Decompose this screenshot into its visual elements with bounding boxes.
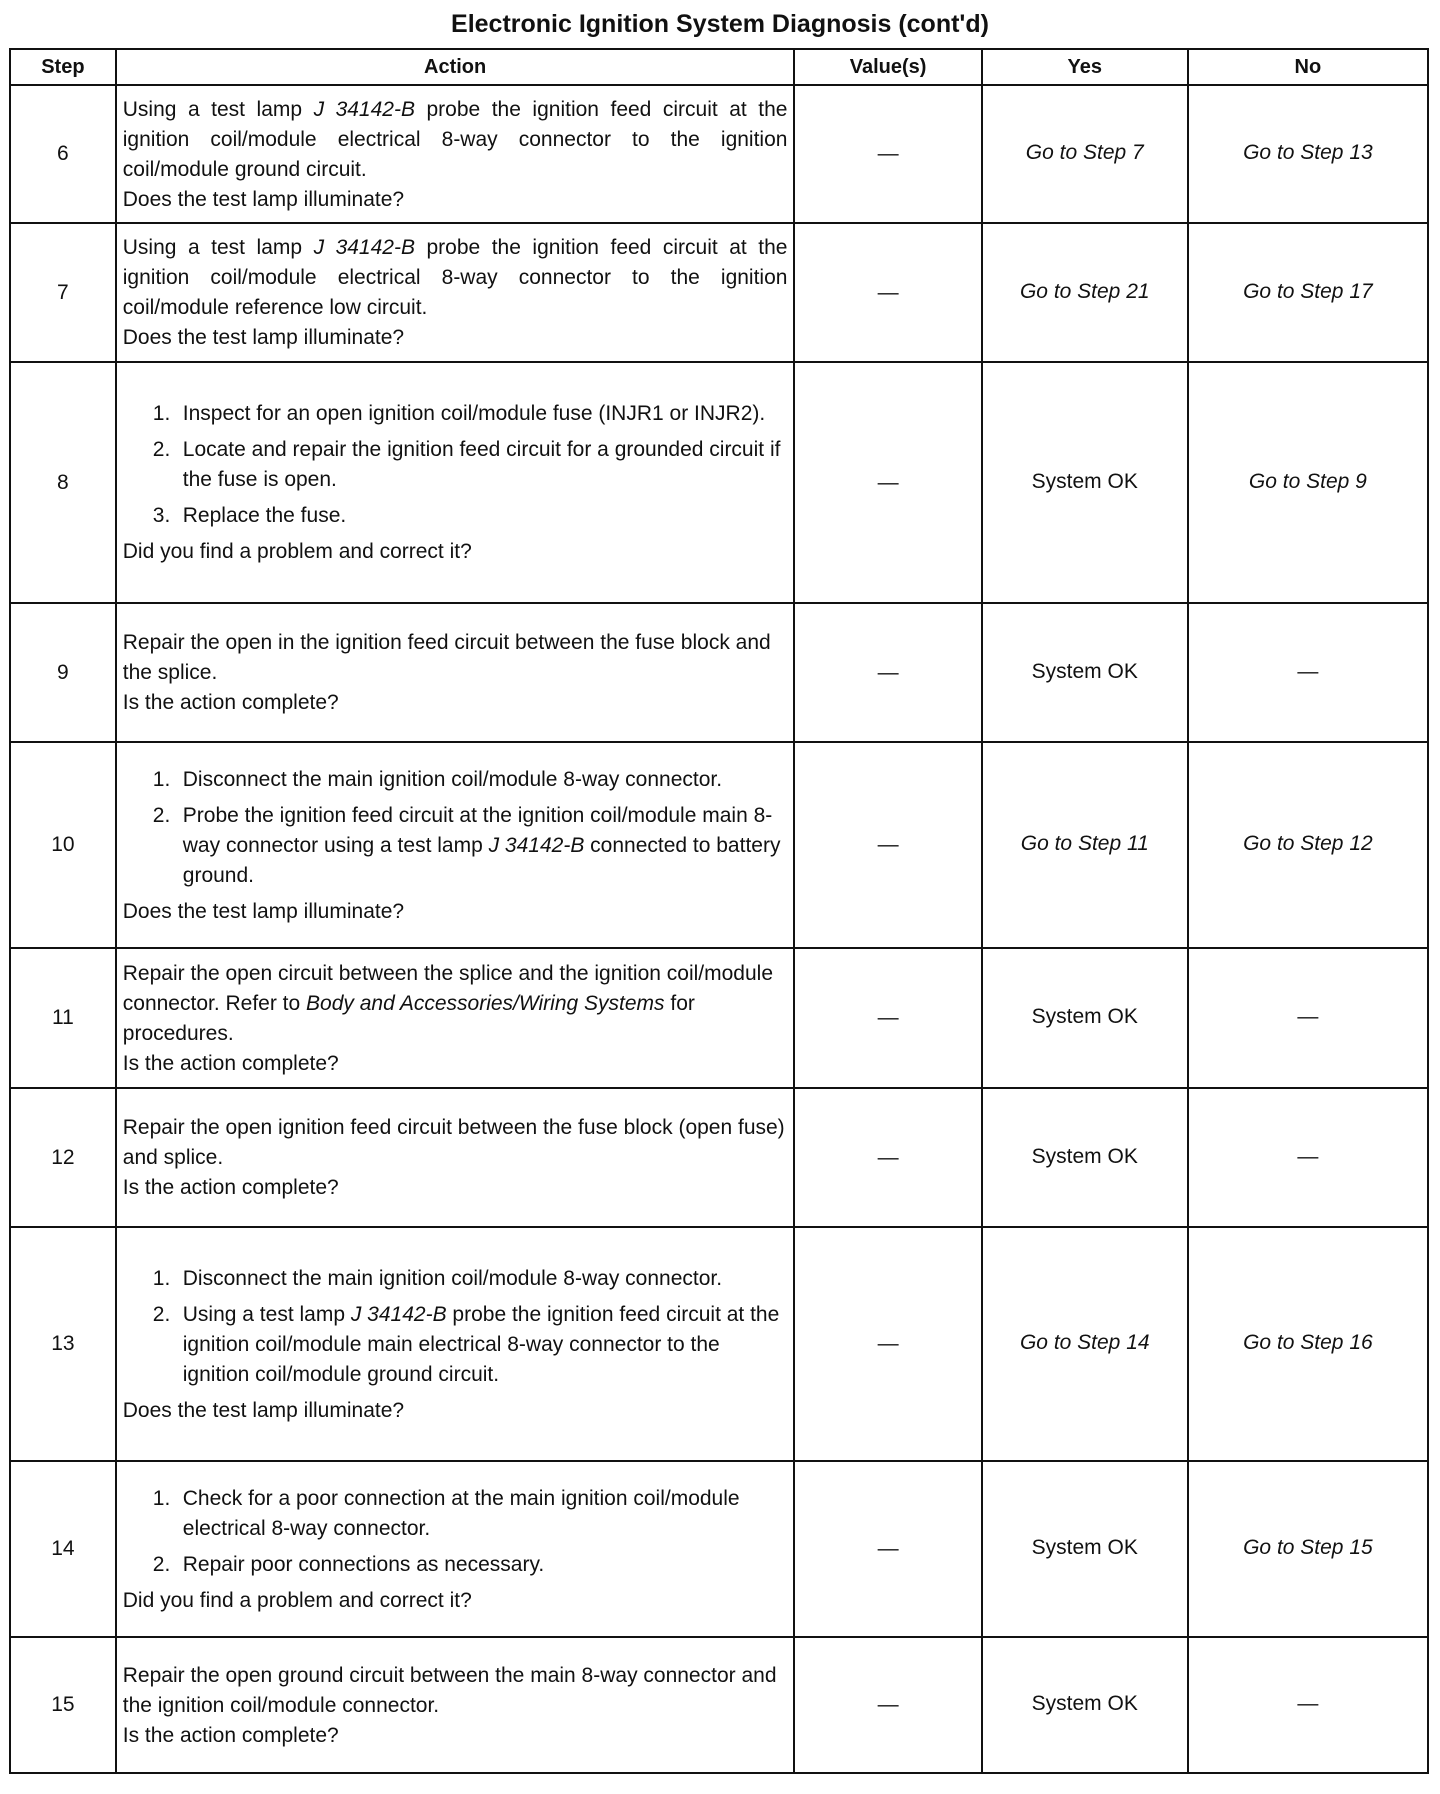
action-question: Is the action complete? <box>122 691 339 714</box>
table-row <box>10 742 1428 948</box>
step-number: 9 <box>10 603 116 742</box>
header-values: Value(s) <box>794 49 981 85</box>
list-item: 2. Using a test lamp J 34142-B probe the ignition feed circuit at the ignition coil/module main electrical 8-way connector to the ignition coil/module ground circuit. <box>152 1302 780 1386</box>
action-question: Does the test lamp illuminate? <box>122 187 405 211</box>
list-item: 1. Inspect for an open ignition coil/module fuse (INJR1 or INJR2). <box>152 402 766 425</box>
action-cell <box>116 603 795 742</box>
list-item: 3. Replace the fuse. <box>152 504 347 527</box>
action-text: Repair the open in the ignition feed circuit between the fuse block and the splice. <box>122 631 771 684</box>
action-text: Repair the open ground circuit between the main 8-way connector and the ignition coil/module connector. <box>122 1663 777 1717</box>
action-question: Did you find a problem and correct it? <box>122 540 472 563</box>
header-row <box>10 49 1428 85</box>
no-result: — <box>1188 1637 1428 1773</box>
no-result: Go to Step 12 <box>1188 742 1428 948</box>
values-cell: — <box>794 85 981 223</box>
action-cell <box>116 1637 795 1773</box>
action-steps <box>123 399 788 537</box>
action-steps <box>123 765 788 897</box>
table-row <box>10 85 1428 223</box>
yes-result: Go to Step 7 <box>982 85 1188 223</box>
header-action: Action <box>116 49 795 85</box>
values-cell: — <box>794 603 981 742</box>
action-steps <box>123 1264 788 1396</box>
yes-result: System OK <box>982 1461 1188 1637</box>
no-result: — <box>1188 603 1428 742</box>
no-result: Go to Step 9 <box>1188 362 1428 603</box>
diagnosis-table <box>9 48 1429 1774</box>
table-row <box>10 948 1428 1088</box>
action-question: Does the test lamp illuminate? <box>122 1398 405 1422</box>
list-item: 1. Disconnect the main ignition coil/module 8-way connector. <box>152 1266 723 1290</box>
action-question: Does the test lamp illuminate? <box>122 899 405 923</box>
values-cell: — <box>794 1461 981 1637</box>
values-cell: — <box>794 948 981 1088</box>
action-cell <box>116 362 795 603</box>
action-text: Using a test lamp J 34142-B probe the ignition feed circuit at the ignition coil/module electrical 8-way connector to the ignition coil/module reference low circuit. <box>122 236 788 319</box>
action-cell <box>116 948 795 1088</box>
yes-result: System OK <box>982 1088 1188 1227</box>
action-cell <box>116 1227 795 1461</box>
step-number: 6 <box>10 85 116 223</box>
step-number: 15 <box>10 1637 116 1773</box>
no-result: — <box>1188 948 1428 1088</box>
yes-result: System OK <box>982 362 1188 603</box>
values-cell: — <box>794 223 981 362</box>
table-row <box>10 1088 1428 1227</box>
action-question: Does the test lamp illuminate? <box>122 326 405 349</box>
yes-result: System OK <box>982 603 1188 742</box>
values-cell: — <box>794 742 981 948</box>
no-result: Go to Step 15 <box>1188 1461 1428 1637</box>
table-row <box>10 223 1428 362</box>
list-item: 2. Repair poor connections as necessary. <box>152 1552 545 1576</box>
yes-result: Go to Step 21 <box>982 223 1188 362</box>
action-question: Did you find a problem and correct it? <box>122 1588 472 1612</box>
list-item: 1. Disconnect the main ignition coil/module 8-way connector. <box>152 767 723 791</box>
list-item: 1. Check for a poor connection at the main ignition coil/module electrical 8-way connector. <box>152 1486 740 1540</box>
header-step: Step <box>10 49 116 85</box>
yes-result: Go to Step 14 <box>982 1227 1188 1461</box>
step-number: 10 <box>10 742 116 948</box>
step-number: 11 <box>10 948 116 1088</box>
values-cell: — <box>794 1637 981 1773</box>
values-cell: — <box>794 1227 981 1461</box>
yes-result: Go to Step 11 <box>982 742 1188 948</box>
action-text: Repair the open ignition feed circuit between the fuse block (open fuse) and splice. <box>122 1116 785 1169</box>
list-item: 2. Probe the ignition feed circuit at the ignition coil/module main 8-way connector using a test lamp J 34142-B connected to battery ground. <box>152 803 781 887</box>
action-steps <box>123 1484 788 1586</box>
step-number: 7 <box>10 223 116 362</box>
no-result: Go to Step 13 <box>1188 85 1428 223</box>
action-text: Repair the open circuit between the splice and the ignition coil/module connector. Refer to Body and Accessories/Wiring Systems for procedures. <box>122 961 773 1045</box>
values-cell: — <box>794 362 981 603</box>
table-row <box>10 1227 1428 1461</box>
table-row <box>10 1637 1428 1773</box>
action-cell <box>116 1088 795 1227</box>
yes-result: System OK <box>982 1637 1188 1773</box>
action-cell <box>116 223 795 362</box>
page-title: Electronic Ignition System Diagnosis (cont'd) <box>451 10 989 38</box>
action-question: Is the action complete? <box>122 1723 339 1747</box>
list-item: 2. Locate and repair the ignition feed circuit for a grounded circuit if the fuse is open. <box>152 438 781 491</box>
step-number: 8 <box>10 362 116 603</box>
action-text: Using a test lamp J 34142-B probe the ignition feed circuit at the ignition coil/module electrical 8-way connector to the ignition coil/module ground circuit. <box>122 97 788 181</box>
values-cell: — <box>794 1088 981 1227</box>
yes-result: System OK <box>982 948 1188 1088</box>
table-row <box>10 362 1428 603</box>
step-number: 13 <box>10 1227 116 1461</box>
action-question: Is the action complete? <box>122 1051 339 1075</box>
no-result: Go to Step 17 <box>1188 223 1428 362</box>
step-number: 14 <box>10 1461 116 1637</box>
action-cell <box>116 1461 795 1637</box>
table-row <box>10 603 1428 742</box>
action-question: Is the action complete? <box>122 1176 339 1199</box>
table-row <box>10 1461 1428 1637</box>
step-number: 12 <box>10 1088 116 1227</box>
header-yes: Yes <box>982 49 1188 85</box>
action-cell <box>116 742 795 948</box>
no-result: — <box>1188 1088 1428 1227</box>
no-result: Go to Step 16 <box>1188 1227 1428 1461</box>
action-cell <box>116 85 795 223</box>
header-no: No <box>1188 49 1428 85</box>
